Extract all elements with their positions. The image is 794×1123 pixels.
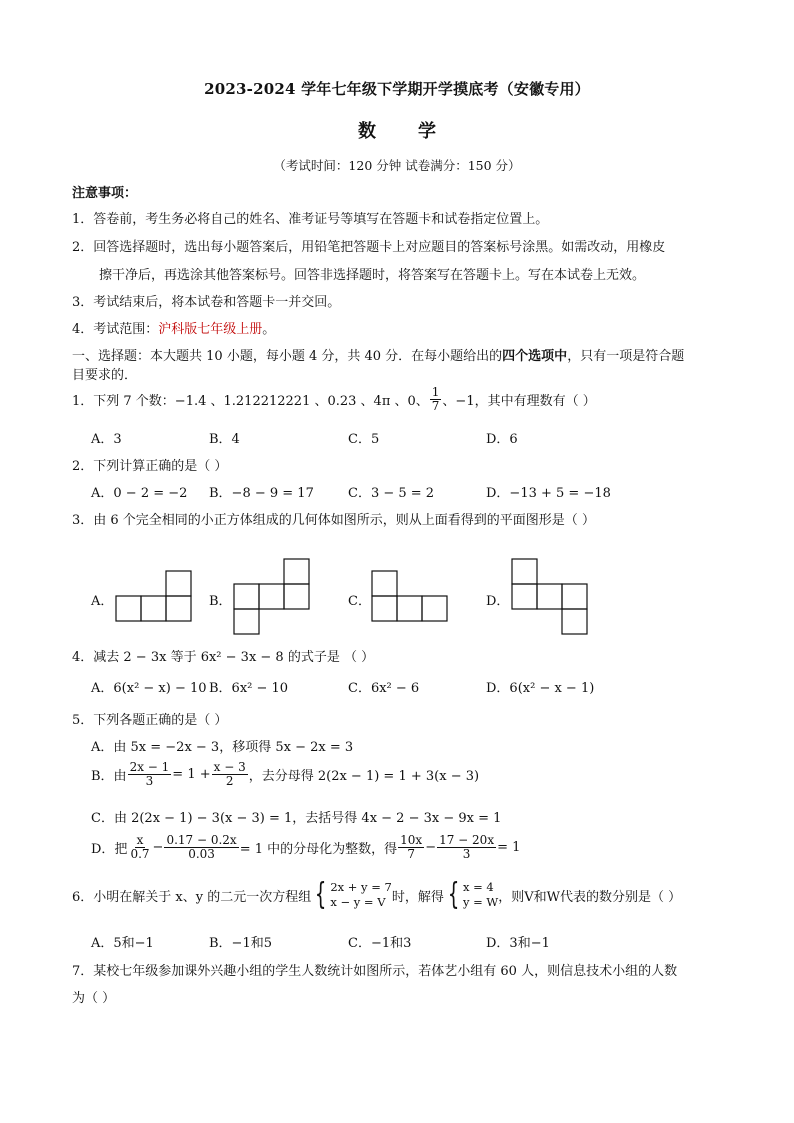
fraction-numerator: 0.17 − 0.2x bbox=[166, 833, 237, 847]
system-2-line-2: y = W bbox=[462, 895, 499, 909]
note-item-2-line-2: 擦干净后，再选涂其他答案标号。回答非选择题时，将答案写在答题卡上。写在本试卷上无效。 bbox=[99, 268, 646, 283]
fraction-denominator: 7 bbox=[431, 399, 440, 414]
note-item-3: 3．考试结束后，将本试卷和答题卡一并交回。 bbox=[72, 295, 341, 310]
question-5-option-b[interactable] bbox=[91, 761, 479, 788]
question-3-option-c[interactable]: C． bbox=[348, 594, 371, 609]
question-4-option-d[interactable]: D．6(x² − x − 1) bbox=[486, 681, 595, 696]
question-6-option-c[interactable]: C．−1和3 bbox=[348, 936, 412, 951]
question-6-option-a[interactable]: A．5和−1 bbox=[91, 936, 154, 951]
system-1-line-2: x − y = V bbox=[330, 895, 386, 909]
system-2-line-1: x = 4 bbox=[462, 880, 494, 895]
section-1-text-c: 四个选项中 bbox=[502, 349, 568, 364]
question-7-stem-line-2: 为（ ） bbox=[72, 991, 116, 1006]
fraction-denominator: 2 bbox=[225, 774, 234, 789]
exam-title: 2023-2024 学年七年级下学期开学摸底考（安徽专用） bbox=[204, 80, 590, 98]
equation-system-2 bbox=[444, 877, 499, 912]
question-3-stem: 3．由 6 个完全相同的小正方体组成的几何体如图所示，则从上面看得到的平面图形是（ ） bbox=[72, 513, 595, 528]
note-item-4 bbox=[72, 318, 275, 337]
note-item-2-line-1: 2．回答选择题时，选出每小题答案后，用铅笔把答题卡上对应题目的答案标号涂黑。如需改动，用橡皮 bbox=[72, 240, 666, 255]
question-4-stem: 4．减去 2 − 3x 等于 6x² − 3x − 8 的式子是 （ ） bbox=[72, 650, 375, 665]
option-d-end: = 1 bbox=[497, 840, 521, 856]
system-1-line-1: 2x + y = 7 bbox=[330, 880, 392, 895]
fraction bbox=[128, 834, 151, 861]
question-1-option-d[interactable]: D．6 bbox=[486, 432, 518, 447]
option-b-mid: = 1 + bbox=[172, 767, 211, 783]
fraction bbox=[212, 761, 248, 788]
question-1-stem-b: 、−1，其中有理数有（ ） bbox=[442, 394, 596, 410]
question-1-option-b[interactable]: B．4 bbox=[209, 432, 240, 447]
option-b-suffix: ，去分母得 2(2x − 1) = 1 + 3(x − 3) bbox=[248, 769, 480, 785]
question-7-stem-line-1: 7．某校七年级参加课外兴趣小组的学生人数统计如图所示，若体艺小组有 60 人，则信息技术小组的人数 bbox=[72, 964, 678, 979]
fraction-one-seventh bbox=[430, 386, 442, 413]
question-3-option-d[interactable]: D． bbox=[486, 594, 510, 609]
question-6-stem-c: ，则V和W代表的数分别是（ ） bbox=[498, 889, 682, 905]
subject-title bbox=[0, 117, 794, 143]
question-4-option-a[interactable]: A．6(x² − x) − 10 bbox=[91, 681, 207, 696]
question-2-option-a[interactable]: A．0 − 2 = −2 bbox=[91, 486, 188, 501]
question-5-option-c[interactable]: C．由 2(2x − 1) − 3(x − 3) = 1，去括号得 4x − 2 − 3x − 9x = 1 bbox=[91, 811, 502, 826]
exam-scope: 沪科版七年级上册 bbox=[158, 322, 263, 337]
question-2-option-b[interactable]: B．−8 − 9 = 17 bbox=[209, 486, 314, 501]
fraction-numerator: 17 − 20x bbox=[439, 833, 495, 847]
subject-char-2: 学 bbox=[418, 121, 436, 142]
fraction-numerator: x bbox=[136, 833, 144, 847]
minus-sign: − bbox=[152, 840, 164, 856]
left-brace-icon: { bbox=[447, 877, 460, 912]
fraction-numerator: 1 bbox=[431, 385, 440, 399]
option-d-figure bbox=[512, 559, 592, 635]
question-5-option-a[interactable]: A．由 5x = −2x − 3，移项得 5x − 2x = 3 bbox=[91, 740, 354, 755]
fraction bbox=[128, 761, 172, 788]
option-d-mid: = 1 中的分母化为整数，得 bbox=[239, 842, 398, 858]
question-1-option-a[interactable]: A．3 bbox=[91, 432, 122, 447]
fraction bbox=[437, 834, 496, 861]
note-item-4-prefix: 4．考试范围： bbox=[72, 322, 159, 337]
question-3-option-a[interactable]: A． bbox=[91, 594, 114, 609]
question-3-option-b[interactable]: B． bbox=[209, 594, 232, 609]
question-2-stem: 2．下列计算正确的是（ ） bbox=[72, 459, 228, 474]
fraction-denominator: 0.03 bbox=[188, 847, 215, 862]
fraction bbox=[164, 834, 238, 861]
question-5-stem: 5．下列各题正确的是（ ） bbox=[72, 713, 228, 728]
left-brace-icon: { bbox=[315, 877, 327, 912]
question-6-option-b[interactable]: B．−1和5 bbox=[209, 936, 272, 951]
minus-sign: − bbox=[425, 840, 437, 856]
question-1-stem bbox=[72, 386, 596, 413]
option-d-prefix: D．把 bbox=[91, 842, 128, 858]
section-1-text-b: 本大题共 10 小题，每小题 4 分，共 40 分．在每小题给出的 bbox=[150, 349, 503, 364]
fraction-numerator: 10x bbox=[400, 833, 423, 847]
section-1-intro bbox=[72, 345, 684, 364]
exam-info: （考试时间：120 分钟 试卷满分：150 分） bbox=[273, 158, 521, 173]
section-1-text-d: ，只有一项是符合题 bbox=[567, 349, 685, 364]
question-4-option-c[interactable]: C．6x² − 6 bbox=[348, 681, 420, 696]
equation-system-1 bbox=[311, 877, 392, 912]
question-1-option-c[interactable]: C．5 bbox=[348, 432, 380, 447]
option-a-figure bbox=[116, 571, 196, 623]
question-2-option-c[interactable]: C．3 − 5 = 2 bbox=[348, 486, 435, 501]
option-c-figure bbox=[372, 571, 452, 623]
fraction-denominator: 3 bbox=[145, 774, 154, 789]
note-item-4-suffix: 。 bbox=[262, 322, 276, 337]
question-5-option-d[interactable] bbox=[91, 834, 520, 861]
question-6-option-d[interactable]: D．3和−1 bbox=[486, 936, 550, 951]
question-1-stem-a: 1．下列 7 个数：−1.4 、1.212212221 、0.23 、4π 、0、 bbox=[72, 394, 429, 410]
fraction-numerator: x − 3 bbox=[213, 760, 246, 774]
question-6-stem-b: 时，解得 bbox=[391, 889, 444, 905]
section-1-label: 一、选择题： bbox=[72, 349, 151, 364]
fraction bbox=[398, 834, 424, 861]
fraction-denominator: 0.7 bbox=[130, 847, 150, 862]
option-b-prefix: B．由 bbox=[91, 769, 127, 785]
question-2-option-d[interactable]: D．−13 + 5 = −18 bbox=[486, 486, 611, 501]
section-1-intro-line-2: 目要求的． bbox=[72, 368, 138, 383]
option-b-figure bbox=[234, 559, 314, 635]
fraction-denominator: 3 bbox=[462, 847, 471, 862]
question-6-stem bbox=[72, 877, 682, 912]
fraction-numerator: 2x − 1 bbox=[129, 760, 170, 774]
fraction-denominator: 7 bbox=[407, 847, 415, 862]
note-item-1: 1．答卷前，考生务必将自己的姓名、准考证号等填写在答题卡和试卷指定位置上。 bbox=[72, 212, 549, 227]
notes-heading: 注意事项： bbox=[72, 186, 138, 201]
question-6-stem-a: 6．小明在解关于 x、y 的二元一次方程组 bbox=[72, 889, 312, 905]
question-4-option-b[interactable]: B．6x² − 10 bbox=[209, 681, 289, 696]
subject-char-1: 数 bbox=[358, 121, 376, 142]
